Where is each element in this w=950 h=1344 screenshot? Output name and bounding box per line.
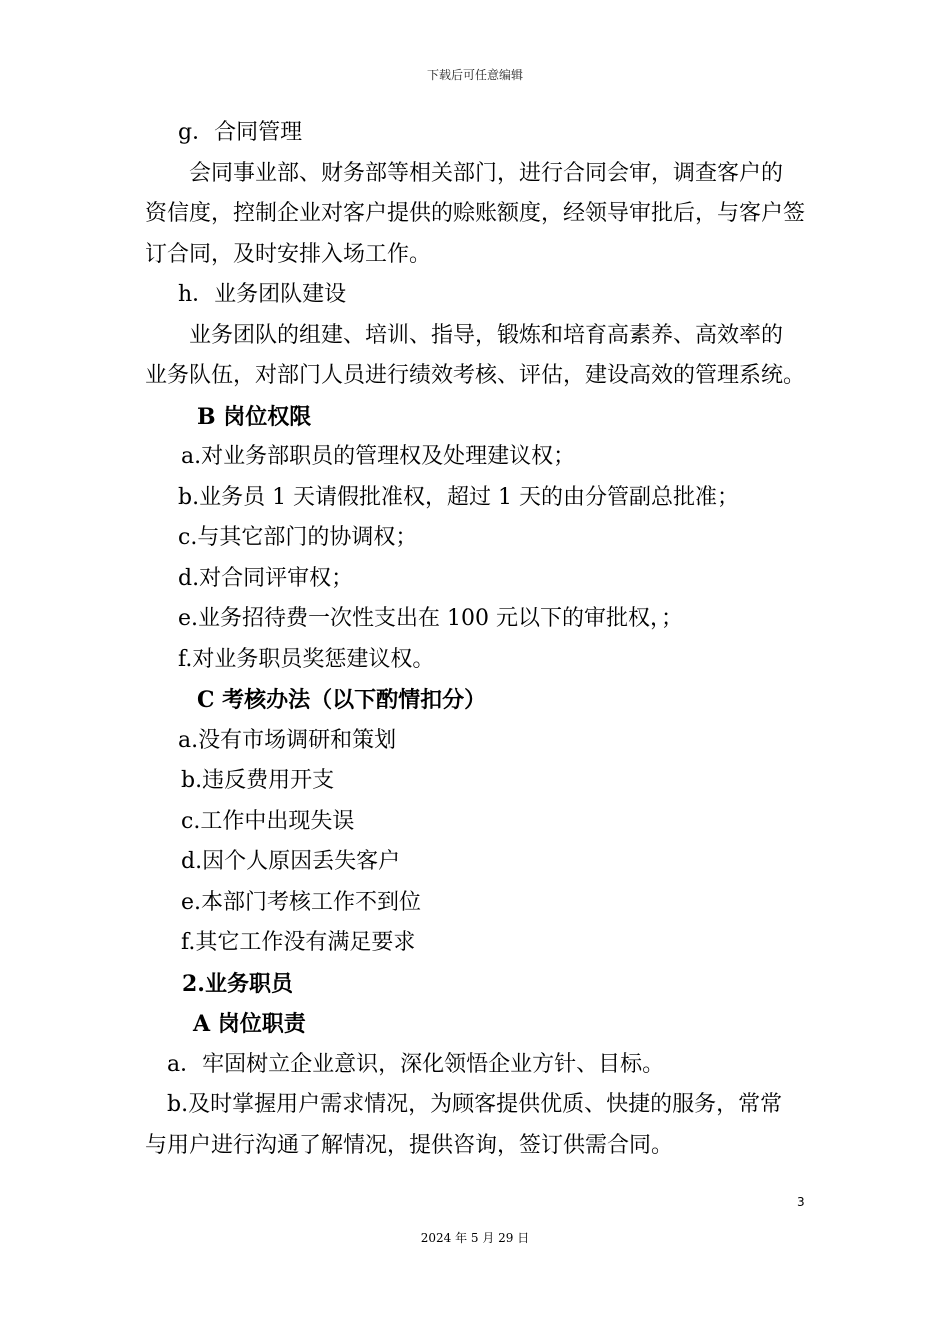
body-line: e.业务招待费一次性支出在 100 元以下的审批权，； — [178, 606, 683, 631]
body-line: d.因个人原因丢失客户 — [181, 849, 401, 874]
body-line: 会同事业部、财务部等相关部门，进行合同会审，调查客户的 — [189, 160, 784, 186]
page-header: 下载后可任意编辑 — [426, 68, 523, 82]
body-line: c.与其它部门的协调权； — [178, 525, 418, 550]
body-line: b.及时掌握用户需求情况，为顾客提供优质、快捷的服务，常常 — [167, 1092, 783, 1117]
body-line: 业务队伍，对部门人员进行绩效考核、评估，建设高效的管理系统。 — [145, 363, 806, 388]
body-line: g．合同管理 — [178, 120, 303, 145]
body-line: a.对业务部职员的管理权及处理建议权； — [181, 444, 576, 469]
document-body — [145, 113, 810, 1166]
body-line: a．牢固树立企业意识，深化领悟企业方针、目标。 — [167, 1051, 665, 1077]
body-line: 订合同，及时安排入场工作。 — [145, 241, 432, 267]
page-footer-date: 2024 年 5 月 29 日 — [420, 1231, 530, 1245]
body-line: a.没有市场调研和策划 — [178, 727, 397, 753]
body-line: d.对合同评审权； — [178, 565, 354, 591]
body-line: h．业务团队建设 — [178, 282, 347, 307]
section-heading: 2.业务职员 — [182, 970, 293, 997]
body-line: 业务团队的组建、培训、指导，锻炼和培育高素养、高效率的 — [189, 322, 784, 348]
body-line: 资信度，控制企业对客户提供的赊账额度，经领导审批后，与客户签 — [145, 201, 806, 226]
section-heading: A 岗位职责 — [193, 1011, 306, 1037]
body-line: e.本部门考核工作不到位 — [181, 889, 422, 915]
section-heading: C 考核办法（以下酌情扣分） — [197, 687, 487, 713]
body-line: 与用户进行沟通了解情况，提供咨询，签订供需合同。 — [145, 1132, 674, 1158]
body-line: b.违反费用开支 — [181, 768, 335, 793]
body-line: f.对业务职员奖惩建议权。 — [178, 646, 435, 672]
body-line: f.其它工作没有满足要求 — [181, 930, 416, 955]
body-line: b.业务员 1 天请假批准权，超过 1 天的由分管副总批准； — [178, 484, 740, 510]
section-heading: B 岗位权限 — [197, 403, 312, 430]
page-number: 3 — [797, 1195, 805, 1209]
body-line: c.工作中出现失误 — [181, 808, 355, 834]
